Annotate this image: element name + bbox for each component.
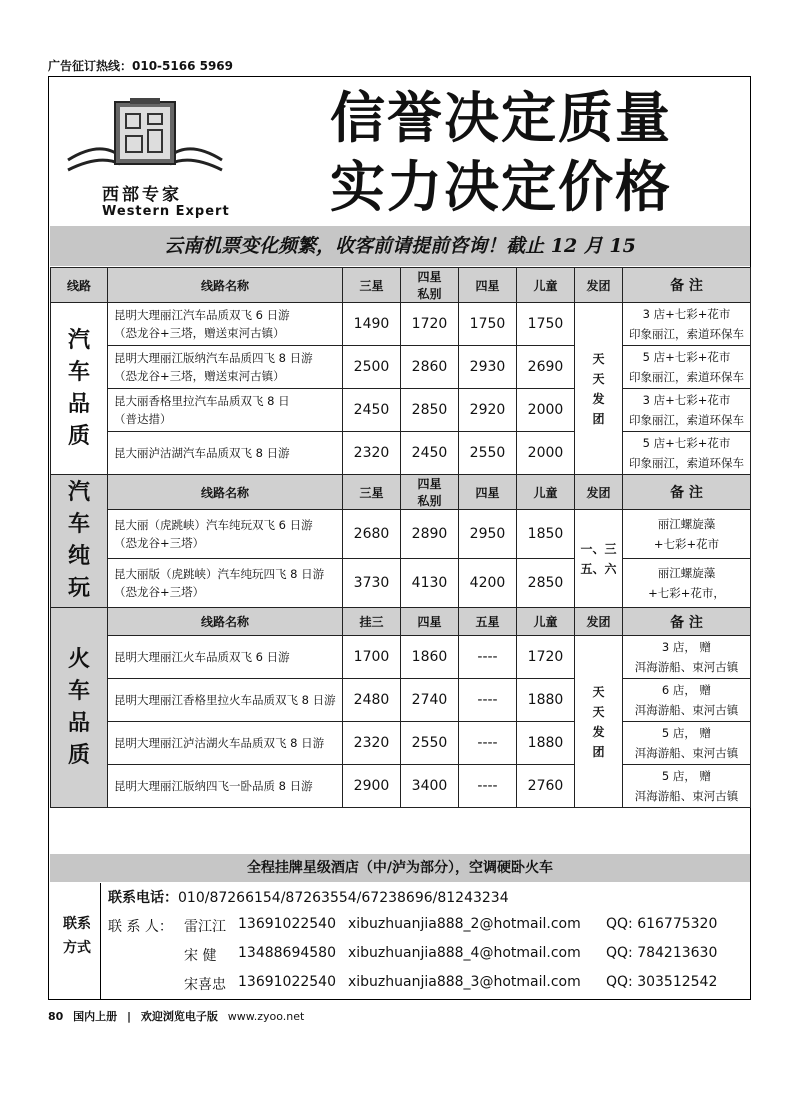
contact-label: 联系 方式 bbox=[63, 916, 91, 956]
col-header: 四星 bbox=[459, 268, 517, 303]
col-header: 线路名称 bbox=[108, 268, 343, 303]
col-header: 三星 bbox=[343, 475, 401, 510]
price-cell: ---- bbox=[459, 679, 517, 722]
logo-chinese-name: 西部专家 bbox=[102, 185, 182, 205]
col-header: 五星 bbox=[459, 608, 517, 636]
price-cell: 2950 bbox=[459, 510, 517, 559]
contact-qq: QQ: 616775320 bbox=[606, 916, 718, 932]
route-subtitle: （普达措） bbox=[114, 412, 172, 426]
route-row bbox=[51, 346, 751, 389]
contact-name: 宋 健 bbox=[184, 948, 217, 964]
route-row bbox=[51, 303, 751, 346]
contact-email: xibuzhuanjia888_3@hotmail.com bbox=[348, 974, 581, 990]
route-name bbox=[108, 346, 343, 389]
route-subtitle: （恐龙谷+三塔） bbox=[114, 585, 205, 599]
departure-schedule: 天 天 发 团 bbox=[575, 636, 623, 808]
book-name: 国内上册 bbox=[73, 1010, 118, 1023]
price-cell: 1720 bbox=[517, 636, 575, 679]
price-cell: 2320 bbox=[343, 722, 401, 765]
route-row bbox=[51, 432, 751, 475]
departure-schedule: 天 天 发 团 bbox=[575, 303, 623, 475]
page-number: 80 bbox=[48, 1010, 64, 1023]
price-cell: 2450 bbox=[401, 432, 459, 475]
price-cell: 3730 bbox=[343, 559, 401, 608]
slogan-line-1: 信誉决定质量 bbox=[330, 85, 673, 150]
route-title: 昆明大理丽江火车品质双飞 6 日游 bbox=[114, 650, 290, 664]
route-title: 昆大丽泸沽湖汽车品质双飞 8 日游 bbox=[114, 446, 290, 460]
departure-schedule: 一、三 五、六 bbox=[575, 510, 623, 608]
remarks-cell: 丽江螺旋藻 +七彩+花市， bbox=[623, 559, 751, 608]
col-header: 儿童 bbox=[517, 475, 575, 510]
route-row bbox=[51, 722, 751, 765]
route-row bbox=[51, 389, 751, 432]
contact-qq: QQ: 303512542 bbox=[606, 974, 718, 990]
route-row bbox=[51, 679, 751, 722]
price-cell: 1750 bbox=[517, 303, 575, 346]
price-cell: 2690 bbox=[517, 346, 575, 389]
remarks-cell: 3 店+七彩+花市 印象丽江，索道环保车 bbox=[623, 389, 751, 432]
price-cell: ---- bbox=[459, 765, 517, 808]
footer-url: www.zyoo.net bbox=[227, 1010, 305, 1023]
route-name bbox=[108, 722, 343, 765]
price-cell: 2890 bbox=[401, 510, 459, 559]
price-cell: 2500 bbox=[343, 346, 401, 389]
col-header: 发团 bbox=[575, 475, 623, 510]
route-name bbox=[108, 765, 343, 808]
route-name bbox=[108, 636, 343, 679]
col-header: 备 注 bbox=[623, 268, 751, 303]
route-col-header: 线路 bbox=[51, 268, 108, 303]
ad-hotline: 广告征订热线：010-5166 5969 bbox=[48, 59, 234, 73]
page-footer bbox=[48, 1008, 304, 1024]
price-cell: 2850 bbox=[517, 559, 575, 608]
section-title-text: 汽 车 纯 玩 bbox=[67, 480, 90, 601]
price-cell: 1860 bbox=[401, 636, 459, 679]
section-title-text: 汽 车 品 质 bbox=[67, 327, 90, 449]
col-header: 四星 私别 bbox=[401, 475, 459, 510]
price-cell: 2550 bbox=[401, 722, 459, 765]
price-cell: 2680 bbox=[343, 510, 401, 559]
price-cell: 1720 bbox=[401, 303, 459, 346]
col-header: 发团 bbox=[575, 268, 623, 303]
route-name bbox=[108, 510, 343, 559]
price-cell: 2000 bbox=[517, 432, 575, 475]
hotel-note-band: 全程挂牌星级酒店（中/泸为部分），空调硬卧火车 bbox=[50, 854, 750, 882]
route-name bbox=[108, 679, 343, 722]
remarks-cell: 5 店+七彩+花市 印象丽江，索道环保车 bbox=[623, 432, 751, 475]
contact-email: xibuzhuanjia888_4@hotmail.com bbox=[348, 945, 581, 961]
col-header: 发团 bbox=[575, 608, 623, 636]
price-cell: 2480 bbox=[343, 679, 401, 722]
col-header: 线路名称 bbox=[108, 475, 343, 510]
price-table bbox=[50, 267, 751, 808]
remarks-cell: 6 店， 赠 洱海游船、束河古镇 bbox=[623, 679, 751, 722]
price-cell: 2930 bbox=[459, 346, 517, 389]
contact-mobile: 13691022540 bbox=[238, 916, 336, 932]
price-cell: 4200 bbox=[459, 559, 517, 608]
contact-mobile: 13691022540 bbox=[238, 974, 336, 990]
footer-separator: | bbox=[127, 1010, 132, 1023]
price-cell: 2320 bbox=[343, 432, 401, 475]
col-header: 线路名称 bbox=[108, 608, 343, 636]
price-cell: 3400 bbox=[401, 765, 459, 808]
price-cell: ---- bbox=[459, 636, 517, 679]
section-title bbox=[51, 475, 108, 608]
section-header-row bbox=[51, 268, 751, 303]
col-header: 四星 bbox=[401, 608, 459, 636]
price-cell: 1850 bbox=[517, 510, 575, 559]
col-header: 备 注 bbox=[623, 475, 751, 510]
remarks-cell: 5 店， 赠 洱海游船、束河古镇 bbox=[623, 722, 751, 765]
col-header: 挂三 bbox=[343, 608, 401, 636]
contact-mobile: 13488694580 bbox=[238, 945, 336, 961]
price-cell: 1750 bbox=[459, 303, 517, 346]
route-name bbox=[108, 389, 343, 432]
contact-name: 雷江江 bbox=[184, 919, 226, 935]
remarks-cell: 3 店， 赠 洱海游船、束河古镇 bbox=[623, 636, 751, 679]
route-subtitle: （恐龙谷+三塔，赠送束河古镇） bbox=[114, 326, 285, 340]
price-cell: 2760 bbox=[517, 765, 575, 808]
route-title: 昆大丽版（虎跳峡）汽车纯玩四飞 8 日游 bbox=[114, 567, 325, 581]
route-row bbox=[51, 559, 751, 608]
price-cell: 1700 bbox=[343, 636, 401, 679]
price-cell: 2900 bbox=[343, 765, 401, 808]
section-header-row bbox=[51, 475, 751, 510]
route-name bbox=[108, 559, 343, 608]
price-cell: 2920 bbox=[459, 389, 517, 432]
notice-banner: 云南机票变化频繁，收客前请提前咨询！截止 12 月 15 bbox=[50, 226, 750, 266]
section-title bbox=[51, 303, 108, 475]
col-header: 儿童 bbox=[517, 608, 575, 636]
route-name bbox=[108, 303, 343, 346]
contact-name: 宋喜忠 bbox=[184, 977, 226, 993]
col-header: 四星 bbox=[459, 475, 517, 510]
logo-english-name: Western Expert bbox=[102, 204, 230, 219]
price-cell: 4130 bbox=[401, 559, 459, 608]
route-name bbox=[108, 432, 343, 475]
route-title: 昆明大理丽江泸沽湖火车品质双飞 8 日游 bbox=[114, 736, 325, 750]
section-title-text: 火 车 品 质 bbox=[67, 646, 90, 768]
section-header-row bbox=[51, 608, 751, 636]
price-cell: 2850 bbox=[401, 389, 459, 432]
route-title: 昆明大理丽江汽车品质双飞 6 日游 bbox=[114, 308, 290, 322]
route-title: 昆明大理丽江香格里拉火车品质双飞 8 日游 bbox=[114, 693, 336, 707]
route-row bbox=[51, 765, 751, 808]
price-cell: 2740 bbox=[401, 679, 459, 722]
remarks-cell: 5 店， 赠 洱海游船、束河古镇 bbox=[623, 765, 751, 808]
section-title bbox=[51, 608, 108, 808]
price-cell: 2860 bbox=[401, 346, 459, 389]
price-cell: 2450 bbox=[343, 389, 401, 432]
price-cell: ---- bbox=[459, 722, 517, 765]
route-title: 昆明大理丽江版纳四飞一卧品质 8 日游 bbox=[114, 779, 313, 793]
col-header: 备 注 bbox=[623, 608, 751, 636]
remarks-cell: 5 店+七彩+花市 印象丽江，索道环保车 bbox=[623, 346, 751, 389]
col-header: 儿童 bbox=[517, 268, 575, 303]
route-row bbox=[51, 510, 751, 559]
price-cell: 2550 bbox=[459, 432, 517, 475]
price-cell: 1490 bbox=[343, 303, 401, 346]
person-label: 联 系 人： bbox=[108, 919, 173, 935]
phone-label: 联系电话： bbox=[108, 890, 178, 906]
contact-qq: QQ: 784213630 bbox=[606, 945, 718, 961]
price-cell: 2000 bbox=[517, 389, 575, 432]
phone-numbers: 010/87266154/87263554/67238696/81243234 bbox=[178, 890, 509, 906]
price-cell: 1880 bbox=[517, 722, 575, 765]
slogan-line-2: 实力决定价格 bbox=[330, 154, 673, 219]
contact-email: xibuzhuanjia888_2@hotmail.com bbox=[348, 916, 581, 932]
footer-tag: 欢迎浏览电子版 bbox=[140, 1010, 218, 1023]
route-subtitle: （恐龙谷+三塔） bbox=[114, 536, 205, 550]
route-title: 昆大丽（虎跳峡）汽车纯玩双飞 6 日游 bbox=[114, 518, 313, 532]
col-header: 三星 bbox=[343, 268, 401, 303]
route-row bbox=[51, 636, 751, 679]
remarks-cell: 3 店+七彩+花市 印象丽江，索道环保车 bbox=[623, 303, 751, 346]
route-title: 昆明大理丽江版纳汽车品质四飞 8 日游 bbox=[114, 351, 313, 365]
route-title: 昆大丽香格里拉汽车品质双飞 8 日 bbox=[114, 394, 290, 408]
phone-line bbox=[108, 887, 509, 907]
remarks-cell: 丽江螺旋藻 +七彩+花市 bbox=[623, 510, 751, 559]
route-subtitle: （恐龙谷+三塔，赠送束河古镇） bbox=[114, 369, 285, 383]
price-cell: 1880 bbox=[517, 679, 575, 722]
col-header: 四星 私别 bbox=[401, 268, 459, 303]
